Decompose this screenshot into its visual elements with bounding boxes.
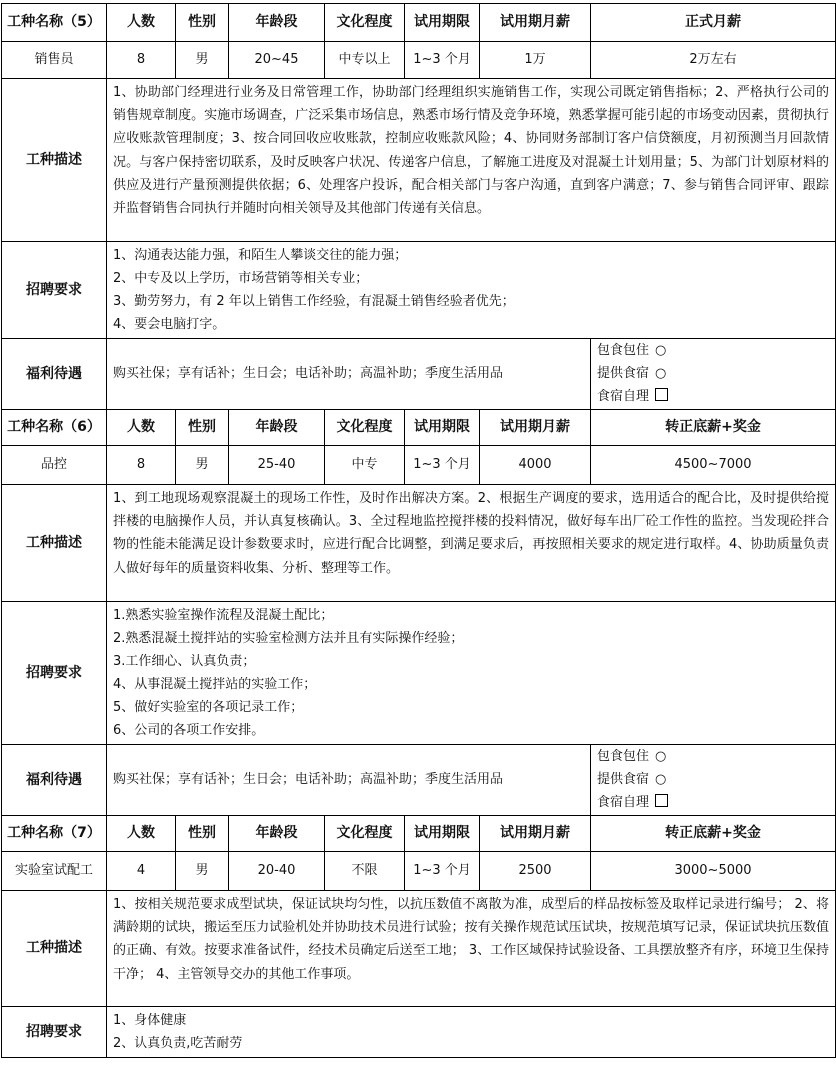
job-desc-row [2, 79, 836, 242]
job-probation-salary: 4000 [480, 446, 591, 485]
job-values-row [2, 42, 836, 79]
benefit-label: 福利待遇 [2, 745, 107, 816]
header-gender: 性别 [176, 410, 229, 446]
header-salary: 转正底薪+奖金 [591, 410, 836, 446]
benefit-label: 福利待遇 [2, 339, 107, 410]
job-gender: 男 [176, 42, 229, 79]
radio-icon: ○ [655, 366, 667, 381]
accommodation-options [591, 339, 836, 410]
header-job-name: 工种名称（5） [2, 4, 107, 42]
job-header-row [2, 4, 836, 42]
header-gender: 性别 [176, 4, 229, 42]
job-desc-row [2, 891, 836, 1007]
job-description: 1、协助部门经理进行业务及日常管理工作，协助部门经理组织实施销售工作，实现公司既定销售指标；2、严格执行公司的销售规章制度。实施市场调查，广泛采集市场信息，熟悉市场行情及竞争环境，熟悉掌握可能引起的市场变动因素，贯彻执行应收账款管理制度；3、按合同回收应收账款，控制应收账款风险；4、协同财务部制订客户信贷额度，月初预测当月回款情况。与客户保持密切联系，及时反映客户状况、传递客户信息，了解施工进度及对混凝土计划用量；5、为部门计划原材料的供应及进行产量预测提供依据；6、处理客户投诉，配合相关部门与客户沟通，直到客户满意；7、参与销售合同评审、跟踪并监督销售合同执行并随时向相关领导及其他部门传递有关信息。 [107, 79, 836, 242]
job-gender: 男 [176, 446, 229, 485]
radio-icon: ○ [655, 343, 667, 358]
job-desc-row [2, 485, 836, 602]
header-salary: 正式月薪 [591, 4, 836, 42]
req-item: 2.熟悉混凝土搅拌站的实验室检测方法并且有实际操作经验； [113, 631, 464, 646]
job-probation-salary: 1万 [480, 42, 591, 79]
job-requirements [107, 1007, 836, 1058]
header-education: 文化程度 [325, 4, 405, 42]
job-count: 8 [107, 446, 176, 485]
header-salary: 转正底薪+奖金 [591, 816, 836, 852]
job-name: 销售员 [2, 42, 107, 79]
req-item: 5、做好实验室的各项记录工作； [113, 700, 304, 715]
desc-label: 工种描述 [2, 79, 107, 242]
job-requirements [107, 242, 836, 339]
checkbox-icon [655, 388, 668, 401]
job-count: 8 [107, 42, 176, 79]
job-age: 25-40 [229, 446, 325, 485]
header-job-name: 工种名称（7） [2, 816, 107, 852]
header-education: 文化程度 [325, 816, 405, 852]
header-job-name: 工种名称（6） [2, 410, 107, 446]
req-item: 1、身体健康 [113, 1013, 187, 1028]
option-self-lodging[interactable]: 食宿自理 [597, 385, 829, 408]
desc-label: 工种描述 [2, 891, 107, 1007]
checkbox-icon [655, 794, 668, 807]
option-provide-lodging[interactable]: 提供食宿 ○ [597, 362, 829, 385]
job-age: 20~45 [229, 42, 325, 79]
header-count: 人数 [107, 4, 176, 42]
job-gender: 男 [176, 852, 229, 891]
job-count: 4 [107, 852, 176, 891]
job-probation: 1~3 个月 [405, 446, 480, 485]
req-item: 1.熟悉实验室操作流程及混凝土配比； [113, 608, 334, 623]
job-salary: 2万左右 [591, 42, 836, 79]
radio-icon: ○ [655, 749, 667, 764]
radio-icon: ○ [655, 772, 667, 787]
req-item: 2、认真负责,吃苦耐劳 [113, 1036, 243, 1051]
benefit-text: 购买社保；享有话补；生日会；电话补助；高温补助；季度生活用品 [107, 339, 591, 410]
recruitment-table [1, 3, 836, 1058]
job-values-row [2, 852, 836, 891]
job-requirements [107, 602, 836, 745]
option-board-lodging[interactable]: 包食包住 ○ [597, 339, 829, 362]
job-values-row [2, 446, 836, 485]
header-age: 年龄段 [229, 4, 325, 42]
req-item: 2、中专及以上学历，市场营销等相关专业； [113, 271, 369, 286]
job-header-row [2, 410, 836, 446]
header-probation: 试用期限 [405, 816, 480, 852]
option-provide-lodging[interactable]: 提供食宿 ○ [597, 768, 829, 791]
desc-label: 工种描述 [2, 485, 107, 602]
req-label: 招聘要求 [2, 1007, 107, 1058]
header-probation: 试用期限 [405, 410, 480, 446]
job-header-row [2, 816, 836, 852]
job-description: 1、按相关规范要求成型试块，保证试块均匀性，以抗压数值不离散为准，成型后的样品按标签及取样记录进行编号； 2、将满龄期的试块，搬运至压力试验机处并协助技术员进行试验；按有关操作规范试压试块，按规范填写记录，保证试块抗压数值的正确、有效。按要求准备试件，经技术员确定后送至工地； 3、工作区域保持试验设备、工具摆放整齐有序，环境卫生保持干净； 4、主管领导交办的其他工作事项。 [107, 891, 836, 1007]
header-probation-salary: 试用期月薪 [480, 816, 591, 852]
header-age: 年龄段 [229, 816, 325, 852]
job-education: 中专 [325, 446, 405, 485]
option-self-lodging[interactable]: 食宿自理 [597, 791, 829, 814]
job-education: 中专以上 [325, 42, 405, 79]
req-label: 招聘要求 [2, 242, 107, 339]
job-probation-salary: 2500 [480, 852, 591, 891]
header-probation: 试用期限 [405, 4, 480, 42]
job-benefit-row [2, 339, 836, 410]
header-gender: 性别 [176, 816, 229, 852]
header-count: 人数 [107, 410, 176, 446]
job-salary: 3000~5000 [591, 852, 836, 891]
header-count: 人数 [107, 816, 176, 852]
req-item: 1、沟通表达能力强，和陌生人攀谈交往的能力强； [113, 248, 408, 263]
req-label: 招聘要求 [2, 602, 107, 745]
job-name: 品控 [2, 446, 107, 485]
accommodation-options [591, 745, 836, 816]
job-description: 1、到工地现场观察混凝土的现场工作性，及时作出解决方案。2、根据生产调度的要求，选用适合的配合比，及时提供给搅拌楼的电脑操作人员，并认真复核确认。3、全过程地监控搅拌楼的投料情况，做好每车出厂砼工作性的监控。当发现砼拌合物的性能未能满足设计参数要求时，应进行配合比调整，到满足要求后，再按照相关要求的规定进行取样。4、协助质量负责人做好每年的质量资料收集、分析、整理等工作。 [107, 485, 836, 602]
job-benefit-row [2, 745, 836, 816]
req-item: 3.工作细心、认真负责； [113, 654, 256, 669]
job-age: 20-40 [229, 852, 325, 891]
header-probation-salary: 试用期月薪 [480, 4, 591, 42]
job-req-row [2, 242, 836, 339]
job-probation: 1~3 个月 [405, 852, 480, 891]
header-education: 文化程度 [325, 410, 405, 446]
req-item: 3、勤劳努力，有 2 年以上销售工作经验，有混凝土销售经验者优先； [113, 294, 515, 309]
header-probation-salary: 试用期月薪 [480, 410, 591, 446]
benefit-text: 购买社保；享有话补；生日会；电话补助；高温补助；季度生活用品 [107, 745, 591, 816]
option-board-lodging[interactable]: 包食包住 ○ [597, 745, 829, 768]
req-item: 4、从事混凝土搅拌站的实验工作； [113, 677, 317, 692]
req-item: 4、要会电脑打字。 [113, 317, 226, 332]
job-name: 实验室试配工 [2, 852, 107, 891]
job-salary: 4500~7000 [591, 446, 836, 485]
req-item: 6、公司的各项工作安排。 [113, 723, 265, 738]
job-req-row [2, 1007, 836, 1058]
job-probation: 1~3 个月 [405, 42, 480, 79]
header-age: 年龄段 [229, 410, 325, 446]
job-education: 不限 [325, 852, 405, 891]
job-req-row [2, 602, 836, 745]
